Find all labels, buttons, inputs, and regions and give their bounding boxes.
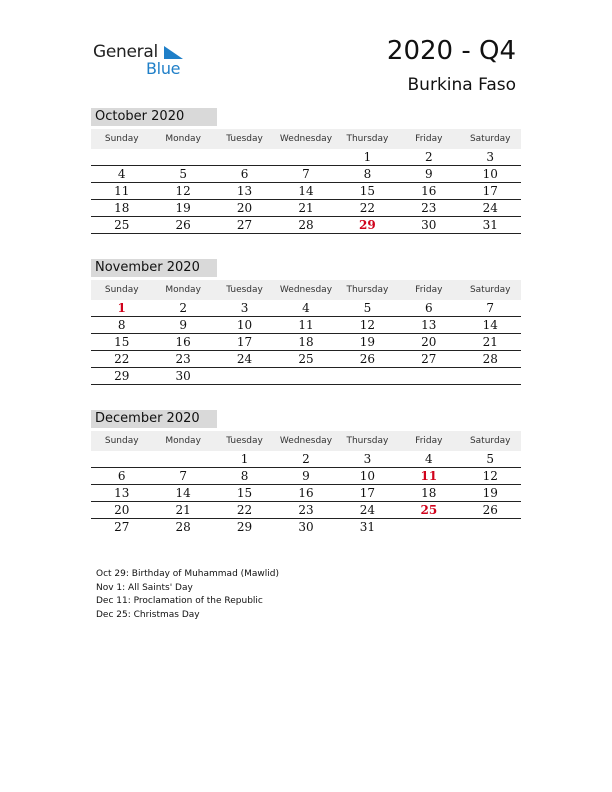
week-row [91,149,521,166]
day-cell: 29 [236,520,253,534]
weekday-label: Saturday [469,134,511,144]
day-cell: 30 [421,218,437,232]
day-cell [460,368,521,384]
day-cell: 5 [179,167,187,181]
day-cell [398,519,459,535]
day-cell: 23 [175,352,191,366]
week-row [91,502,521,519]
week-row [91,200,521,217]
day-cell: 12 [175,184,191,198]
day-cell: 9 [302,469,310,483]
day-cell: 13 [114,486,130,500]
day-cell: 20 [421,335,437,349]
month-title: December 2020 [91,410,217,428]
week-row [91,519,521,535]
day-cell: 31 [359,520,376,534]
day-cell: 16 [298,486,314,500]
day-cell [152,149,213,165]
day-cell: 11 [298,318,314,332]
day-cell: 2 [179,301,187,315]
holiday-date: 29 [359,218,376,232]
holiday-date: 25 [420,503,438,517]
day-cell: 17 [482,184,498,198]
day-cell: 18 [421,486,437,500]
day-cell: 16 [421,184,437,198]
day-cell: 30 [298,520,314,534]
day-cell: 24 [359,503,376,517]
weekday-label: Friday [415,436,443,446]
page-title: 2020 - Q4 [386,36,516,66]
day-cell: 16 [175,335,191,349]
month-december [91,410,521,535]
day-cell [275,368,336,384]
day-cell: 20 [114,503,130,517]
day-cell: 3 [240,301,249,315]
day-cell: 15 [236,486,253,500]
weekday-header-row [91,280,521,300]
holiday-notes [96,568,279,622]
weekday-label: Thursday [346,436,389,446]
day-cell: 29 [114,369,130,383]
weekday-label: Saturday [469,285,511,295]
weekday-header-row [91,129,521,149]
week-row [91,368,521,385]
day-cell: 6 [117,469,126,483]
day-cell: 15 [359,184,376,198]
weekday-label: Thursday [346,134,389,144]
day-cell: 22 [114,352,130,366]
logo-text-blue: Blue [146,59,181,78]
day-cell: 3 [363,452,372,466]
day-cell: 2 [302,452,310,466]
holiday-note: Dec 25: Christmas Day [96,609,200,620]
day-cell: 25 [298,352,314,366]
weekday-label: Saturday [469,436,511,446]
holiday-note: Oct 29: Birthday of Muhammad (Mawlid) [96,569,280,579]
day-cell: 6 [425,301,433,315]
day-cell: 26 [175,218,191,232]
day-cell: 17 [359,486,376,500]
day-cell: 4 [425,452,433,466]
month-title: October 2020 [91,108,217,126]
day-cell: 11 [114,184,130,198]
day-cell: 4 [117,167,126,181]
weekday-label: Sunday [104,285,139,295]
generalblue-logo [93,42,203,82]
day-cell: 4 [302,301,310,315]
day-cell: 28 [482,352,498,366]
week-row [91,300,521,317]
logo-text-general: General [93,42,158,62]
day-cell: 1 [240,452,249,466]
day-cell: 12 [359,318,376,332]
day-cell [91,451,152,467]
day-cell: 21 [298,201,314,215]
day-cell: 27 [421,352,437,366]
weekday-label: Sunday [104,134,139,144]
day-cell: 2 [425,150,433,164]
day-cell [275,149,336,165]
day-cell: 26 [482,503,498,517]
day-cell: 3 [486,150,495,164]
month-november [91,259,521,385]
weekday-label: Monday [165,436,201,446]
holiday-date: 1 [117,301,126,315]
day-cell: 5 [486,452,495,466]
week-row [91,451,521,468]
weekday-header-row [91,431,521,451]
week-row [91,166,521,183]
day-cell: 30 [175,369,191,383]
day-cell: 28 [175,520,191,534]
day-cell [91,149,152,165]
month-october [91,108,521,234]
day-cell: 23 [298,503,314,517]
day-cell: 10 [482,167,498,181]
day-cell: 24 [236,352,253,366]
day-cell: 14 [175,486,191,500]
day-cell: 22 [359,201,376,215]
day-cell: 10 [359,469,376,483]
day-cell: 15 [114,335,130,349]
week-row [91,485,521,502]
day-cell: 21 [482,335,498,349]
weekday-label: Tuesday [226,285,263,295]
weekday-label: Sunday [104,436,139,446]
day-cell [460,519,521,535]
day-cell: 23 [421,201,437,215]
weekday-label: Wednesday [279,285,333,295]
day-cell: 26 [359,352,376,366]
day-cell: 8 [363,167,372,181]
day-cell [337,368,398,384]
day-cell: 21 [175,503,191,517]
day-cell [398,368,459,384]
day-cell: 18 [298,335,314,349]
day-cell: 1 [363,150,372,164]
day-cell: 9 [425,167,433,181]
day-cell: 14 [298,184,314,198]
day-cell: 31 [482,218,498,232]
day-cell: 20 [236,201,253,215]
day-cell: 24 [482,201,498,215]
day-cell: 19 [359,335,376,349]
weekday-label: Friday [415,134,443,144]
holiday-date: 11 [420,469,438,483]
day-cell: 17 [236,335,253,349]
country-name: Burkina Faso [407,75,516,95]
day-cell [214,368,275,384]
day-cell: 8 [240,469,249,483]
day-cell: 7 [179,469,187,483]
weekday-label: Wednesday [279,134,333,144]
week-row [91,217,521,234]
day-cell: 27 [114,520,130,534]
day-cell: 22 [236,503,253,517]
day-cell: 14 [482,318,498,332]
week-row [91,468,521,485]
weekday-label: Tuesday [226,134,263,144]
week-row [91,183,521,200]
day-cell: 9 [179,318,187,332]
week-row [91,334,521,351]
day-cell [214,149,275,165]
day-cell: 8 [117,318,126,332]
day-cell [152,451,213,467]
week-row [91,351,521,368]
holiday-note: Dec 11: Proclamation of the Republic [96,596,263,606]
weekday-label: Tuesday [226,436,263,446]
day-cell: 10 [236,318,253,332]
week-row [91,317,521,334]
day-cell: 19 [175,201,191,215]
weekday-label: Thursday [346,285,389,295]
day-cell: 7 [486,301,495,315]
weekday-label: Wednesday [279,436,333,446]
weekday-label: Monday [165,134,201,144]
logo-triangle-icon [162,46,184,60]
day-cell: 25 [114,218,130,232]
day-cell: 6 [240,167,249,181]
day-cell: 19 [482,486,498,500]
day-cell: 18 [114,201,130,215]
day-cell: 7 [302,167,310,181]
day-cell: 28 [298,218,314,232]
weekday-label: Friday [415,285,443,295]
day-cell: 5 [363,301,372,315]
day-cell: 13 [421,318,437,332]
day-cell: 13 [236,184,253,198]
holiday-note: Nov 1: All Saints' Day [96,582,193,593]
day-cell: 27 [236,218,253,232]
day-cell: 12 [482,469,498,483]
month-title: November 2020 [91,259,217,277]
weekday-label: Monday [165,285,201,295]
